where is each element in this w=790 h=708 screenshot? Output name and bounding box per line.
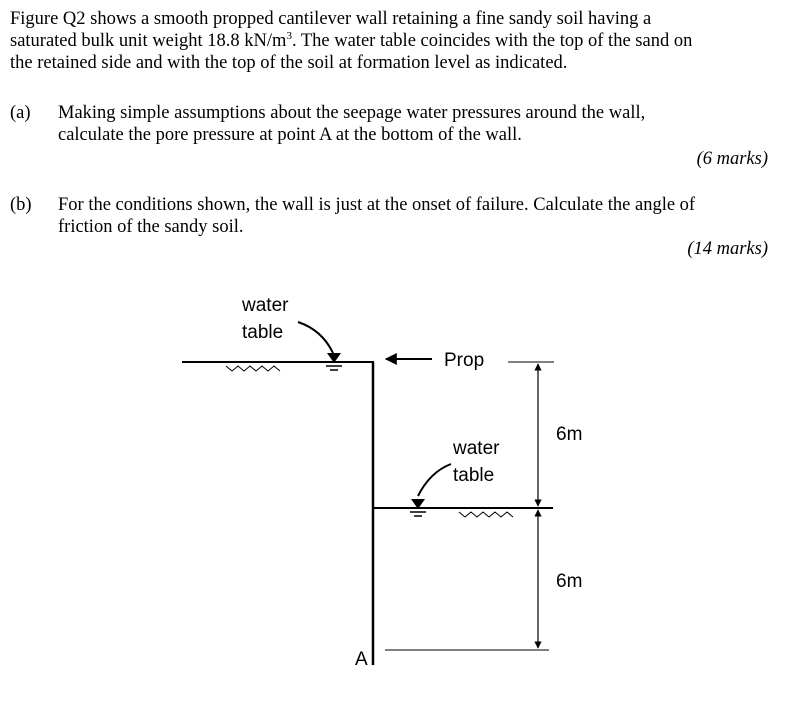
- dimension-lower-label: 6m: [556, 571, 583, 592]
- part-b-line-1: For the conditions shown, the wall is just at the onset of failure. Calculate the angle of: [58, 195, 696, 215]
- intro-line-2-rest: . The water table coincides with the top of the sand on: [291, 31, 693, 51]
- part-a-label: (a): [10, 103, 31, 123]
- water-table-left-label-1: water: [242, 295, 289, 316]
- water-table-left-label-2: table: [242, 322, 284, 343]
- part-a-question: [58, 102, 645, 146]
- dimension-upper-label: 6m: [556, 424, 583, 445]
- retaining-wall-figure: [0, 270, 790, 708]
- point-a-label: A: [355, 649, 368, 670]
- part-b-label: (b): [10, 195, 32, 215]
- intro-line-1: Figure Q2 shows a smooth propped cantilever wall retaining a fine sandy soil having a: [10, 9, 652, 29]
- part-a-marks: (6 marks): [696, 149, 768, 169]
- intro-paragraph: [10, 8, 780, 74]
- intro-line-2-text: saturated bulk unit weight 18.8 kN/m: [10, 31, 287, 51]
- formation-level-hatch: [459, 512, 513, 517]
- intro-line-3: the retained side and with the top of the soil at formation level as indicated.: [10, 53, 568, 73]
- intro-line-2: [10, 30, 780, 52]
- part-a-line-2: calculate the pore pressure at point A at the bottom of the wall.: [58, 125, 522, 145]
- part-b-line-2: friction of the sandy soil.: [58, 217, 244, 237]
- prop-label: Prop: [444, 350, 485, 371]
- water-table-right-label-2: table: [453, 465, 495, 486]
- part-b-marks: (14 marks): [687, 239, 768, 259]
- retained-ground-hatch: [226, 366, 280, 371]
- water-table-left-pointer: [298, 322, 333, 353]
- part-a-line-1: Making simple assumptions about the seepage water pressures around the wall,: [58, 103, 646, 123]
- part-b-question: [58, 194, 695, 238]
- unit-superscript: 3: [286, 29, 292, 42]
- water-table-right-pointer: [418, 464, 451, 496]
- water-table-right-label-1: water: [453, 438, 500, 459]
